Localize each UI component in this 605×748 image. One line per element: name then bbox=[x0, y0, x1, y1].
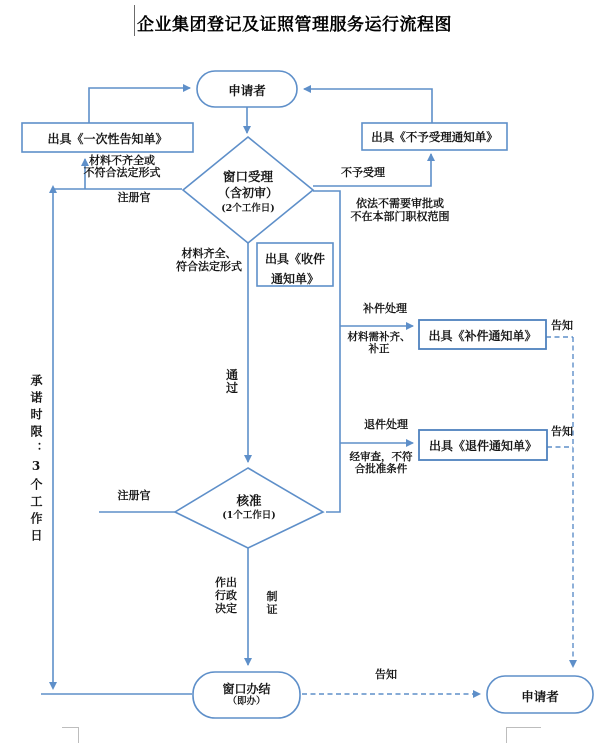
label-registrar-top: 注册官 bbox=[117, 191, 151, 204]
label-materials-incomplete: 材料不齐全或 不符合法定形式 bbox=[83, 154, 161, 179]
page-corner-mark-left bbox=[62, 727, 79, 743]
edge-onetime-to-applicant bbox=[89, 88, 190, 123]
label-make-cert: 制 证 bbox=[266, 590, 278, 616]
label-inform-return: 告知 bbox=[551, 425, 573, 438]
page-corner-mark-right bbox=[506, 727, 541, 743]
label-materials-need: 材料需补齐、 补正 bbox=[347, 331, 411, 355]
label-inform-bottom: 告知 bbox=[375, 668, 397, 681]
label-supplement-handling: 补件处理 bbox=[363, 302, 407, 315]
label-promise-limit: 承诺时限：3个工作日 bbox=[29, 374, 43, 546]
page-title: 企业集团登记及证照管理服务运行流程图 bbox=[137, 15, 452, 35]
arrowhead-down-icon bbox=[49, 682, 57, 690]
node-applicant-top-label: 申请者 bbox=[228, 83, 266, 98]
node-receipt-notice-label: 出具《收件 通知单》 bbox=[264, 252, 325, 286]
label-return-handling: 退件处理 bbox=[364, 418, 408, 431]
node-window-accept-label: 窗口受理 （含初审） (2个工作日) bbox=[217, 169, 278, 214]
edge-noaccept-to-applicant bbox=[304, 89, 432, 123]
label-review-fail: 经审查，不符 合批准条件 bbox=[349, 451, 413, 475]
label-not-accepted: 不予受理 bbox=[341, 166, 385, 179]
label-inform-supplement: 告知 bbox=[551, 319, 573, 332]
label-no-approval-needed: 依法不需要审批或 不在本部门职权范围 bbox=[350, 197, 450, 223]
node-applicant-bottom-label: 申请者 bbox=[521, 689, 559, 704]
label-pass: 通 过 bbox=[225, 368, 238, 395]
node-approve-label: 核准 (1个工作日) bbox=[222, 493, 276, 521]
label-materials-complete: 材料齐全、 符合法定形式 bbox=[176, 247, 242, 273]
node-no-accept-notice-label: 出具《不予受理通知单》 bbox=[371, 130, 498, 144]
label-decision: 作出 行政 决定 bbox=[215, 576, 237, 615]
node-supplement-notice-label: 出具《补件通知单》 bbox=[428, 329, 537, 343]
node-return-notice-label: 出具《退件通知单》 bbox=[428, 439, 537, 453]
node-window-done-label: 窗口办结 （即办） bbox=[222, 682, 271, 707]
edge-window-right-drop bbox=[313, 191, 340, 512]
label-registrar-bottom: 注册官 bbox=[117, 489, 151, 502]
node-one-time-notice-label: 出具《一次性告知单》 bbox=[47, 132, 168, 146]
